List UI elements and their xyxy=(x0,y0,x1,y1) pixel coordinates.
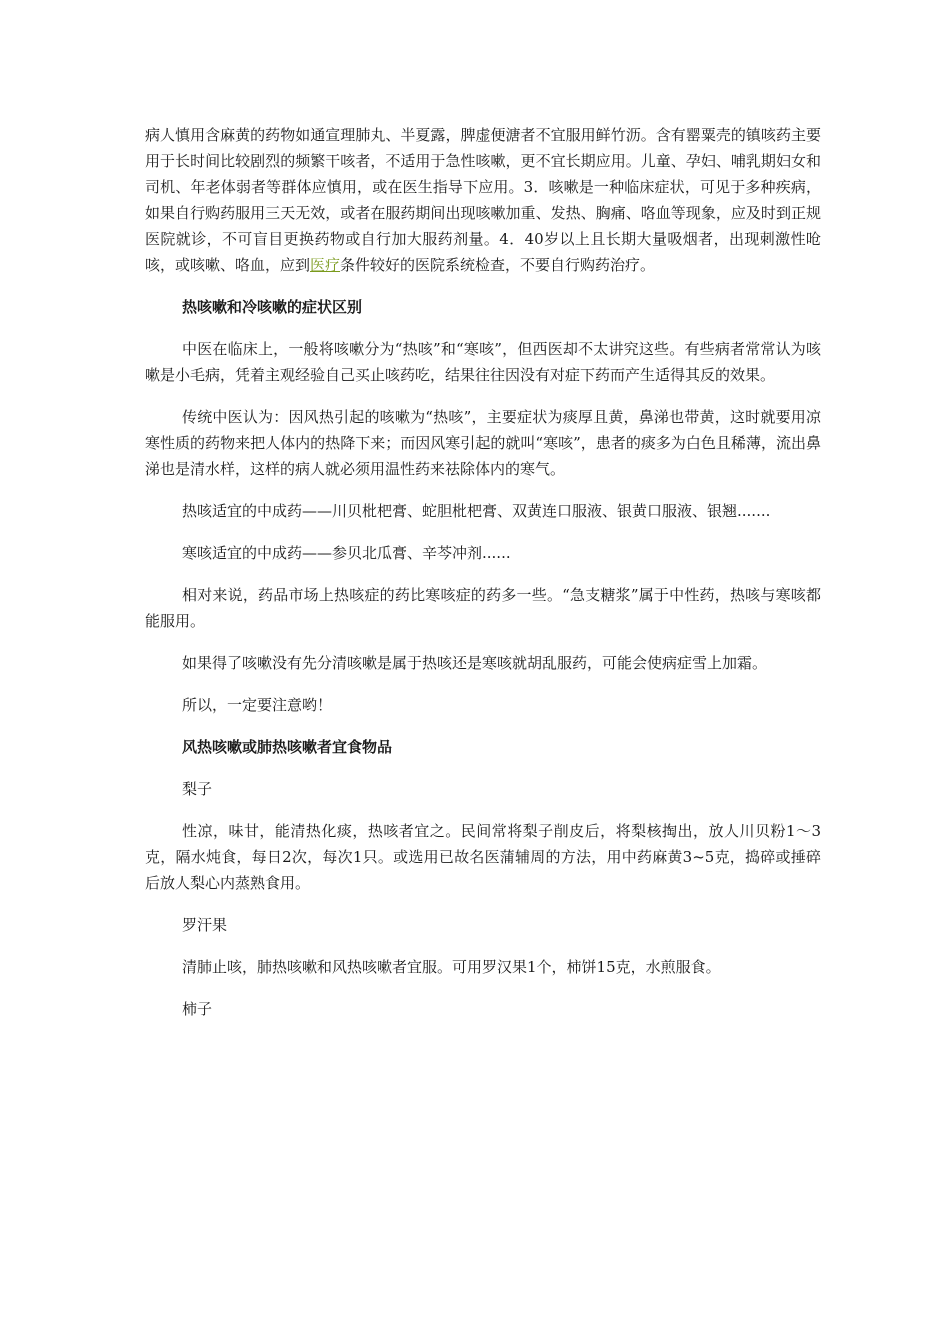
document-body xyxy=(145,122,821,1038)
body-paragraph: 如果得了咳嗽没有先分清咳嗽是属于热咳还是寒咳就胡乱服药，可能会使病症雪上加霜。 xyxy=(182,654,768,672)
food-item-text: 清肺止咳，肺热咳嗽和风热咳嗽者宜服。可用罗汉果1个，柿饼15克，水煎服食。 xyxy=(182,958,721,976)
section-heading-hot-cold-cough: 热咳嗽和冷咳嗽的症状区别 xyxy=(182,298,363,316)
food-item-text: 性凉，味甘，能清热化痰，热咳者宜之。民间常将梨子削皮后，将梨核掏出，放人川贝粉1～3克，隔水炖食，每日2次，每次1只。或选用已故名医蒲辅周的方法，用中药麻黄3~5克，捣碎或捶碎后放人梨心内蒸熟食用。 xyxy=(145,822,821,892)
body-paragraph: 传统中医认为：因风热引起的咳嗽为“热咳”，主要症状为痰厚且黄，鼻涕也带黄，这时就要用凉寒性质的药物来把人体内的热降下来；而因风寒引起的就叫“寒咳”，患者的痰多为白色且稀薄，流出鼻涕也是清水样，这样的病人就必须用温性药来祛除体内的寒气。 xyxy=(145,408,821,478)
food-item-name: 梨子 xyxy=(182,780,213,798)
food-item-name: 罗汗果 xyxy=(182,916,228,934)
body-paragraph: 所以，一定要注意哟！ xyxy=(182,696,333,714)
section-heading-food: 风热咳嗽或肺热咳嗽者宜食物品 xyxy=(182,738,393,756)
body-paragraph: 寒咳适宜的中成药——参贝北瓜膏、辛芩冲剂...... xyxy=(182,544,511,562)
intro-paragraph: 病人慎用含麻黄的药物如通宣理肺丸、半夏露，脾虚便溏者不宜服用鲜竹沥。含有罂粟壳的镇咳药主要用于长时间比较剧烈的频繁干咳者，不适用于急性咳嗽，更不宜长期应用。儿童、孕妇、哺乳期妇女和司机、年老体弱者等群体应慎用，或在医生指导下应用。3．咳嗽是一种临床症状，可见于多种疾病，如果自行购药服用三天无效，或者在服药期间出现咳嗽加重、发热、胸痛、咯血等现象，应及时到正规医院就诊，不可盲目更换药物或自行加大服药剂量。4．40岁以上且长期大量吸烟者，出现刺激性呛咳，或咳嗽、咯血，应到医疗条件较好的医院系统检查，不要自行购药治疗。 xyxy=(145,126,821,274)
medical-link[interactable]: 医疗 xyxy=(310,256,341,274)
body-paragraph: 中医在临床上，一般将咳嗽分为“热咳”和“寒咳”，但西医却不太讲究这些。有些病者常常认为咳嗽是小毛病，凭着主观经验自己买止咳药吃，结果往往因没有对症下药而产生适得其反的效果。 xyxy=(145,340,821,384)
food-item-name: 柿子 xyxy=(182,1000,213,1018)
body-paragraph: 相对来说，药品市场上热咳症的药比寒咳症的药多一些。“急支糖浆”属于中性药，热咳与寒咳都能服用。 xyxy=(145,586,821,630)
body-paragraph: 热咳适宜的中成药——川贝枇杷膏、蛇胆枇杷膏、双黄连口服液、银黄口服液、银翘....... xyxy=(182,502,771,520)
